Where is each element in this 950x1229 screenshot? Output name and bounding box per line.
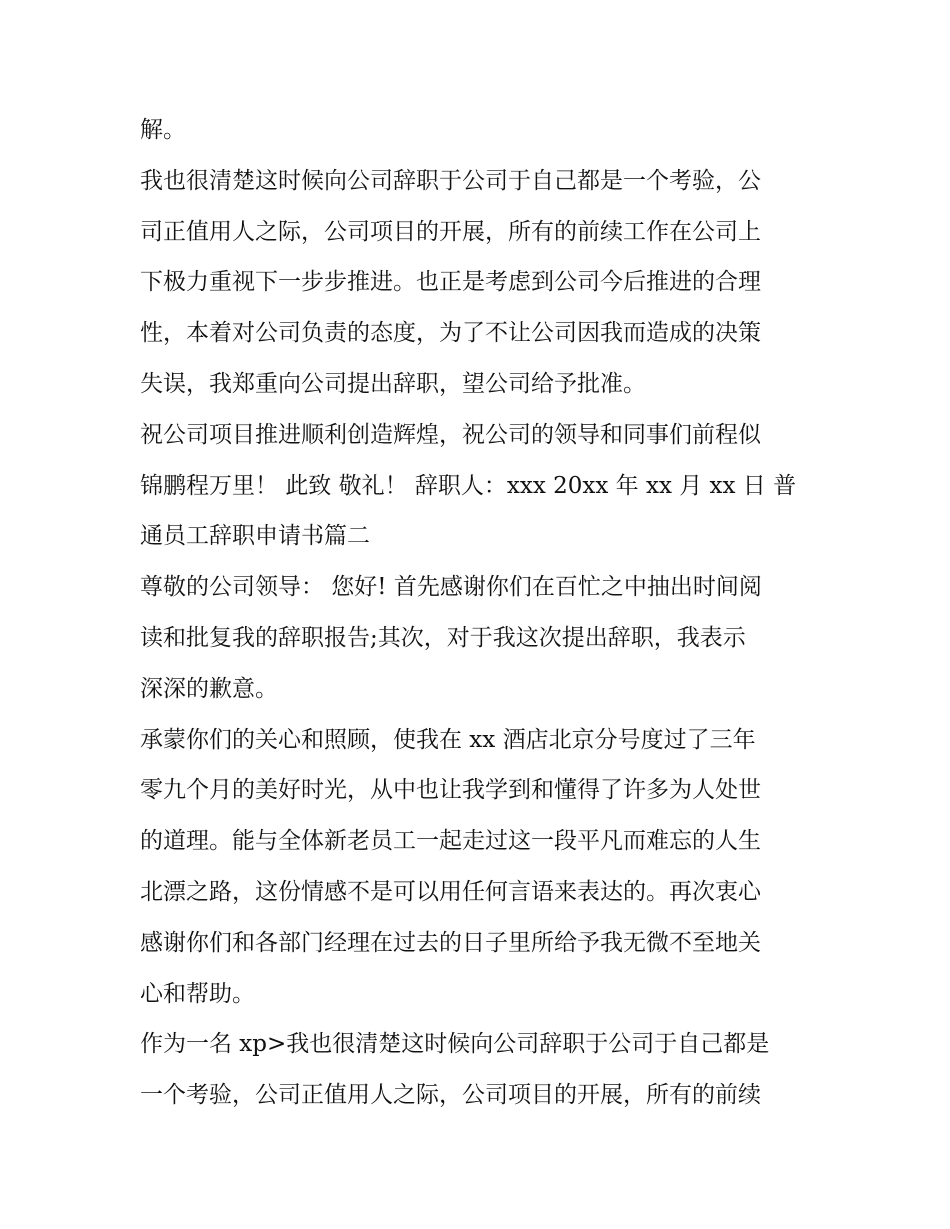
text-line: 解。 (140, 117, 186, 143)
text-line: 北漂之路，这份情感不是可以用任何言语来表达的。再次衷心 (140, 878, 761, 905)
text-line: 心和帮助。 (140, 980, 255, 1007)
text-line: 读和批复我的辞职报告;其次，对于我这次提出辞职，我表示 (140, 624, 746, 651)
text-line: 尊敬的公司领导： 您好! 首先感谢你们在百忙之中抽出时间阅 (140, 574, 762, 601)
text-line: 下极力重视下一步步推进。也正是考虑到公司今后推进的合理 (140, 269, 761, 296)
text-line: 祝公司项目推进顺利创造辉煌，祝公司的领导和同事们前程似 (140, 421, 761, 448)
text-line: 我也很清楚这时候向公司辞职于公司于自己都是一个考验，公 (140, 167, 761, 194)
text-line: 的道理。能与全体新老员工一起走过这一段平凡而难忘的人生 (140, 828, 761, 855)
text-line: 零九个月的美好时光，从中也让我学到和懂得了许多为人处世 (140, 777, 761, 804)
text-line: 失误，我郑重向公司提出辞职，望公司给予批准。 (140, 370, 646, 397)
text-line: 感谢你们和各部门经理在过去的日子里所给予我无微不至地关 (140, 929, 761, 956)
text-line: 锦鹏程万里！ 此致 敬礼！ 辞职人：xxx 20xx 年 xx 月 xx 日 普 (140, 472, 797, 499)
text-line: 性，本着对公司负责的态度，为了不让公司因我而造成的决策 (140, 320, 761, 347)
text-line: 司正值用人之际，公司项目的开展，所有的前续工作在公司上 (140, 218, 761, 245)
text-line: 通员工辞职申请书篇二 (140, 523, 370, 550)
text-line: 一个考验，公司正值用人之际，公司项目的开展，所有的前续 (140, 1082, 761, 1109)
document-body (140, 110, 820, 1126)
text-line: 作为一名 xp>我也很清楚这时候向公司辞职于公司于自己都是 (140, 1031, 770, 1058)
text-line: 深深的歉意。 (140, 675, 278, 702)
text-line: 承蒙你们的关心和照顾，使我在 xx 酒店北京分号度过了三年 (140, 726, 756, 753)
